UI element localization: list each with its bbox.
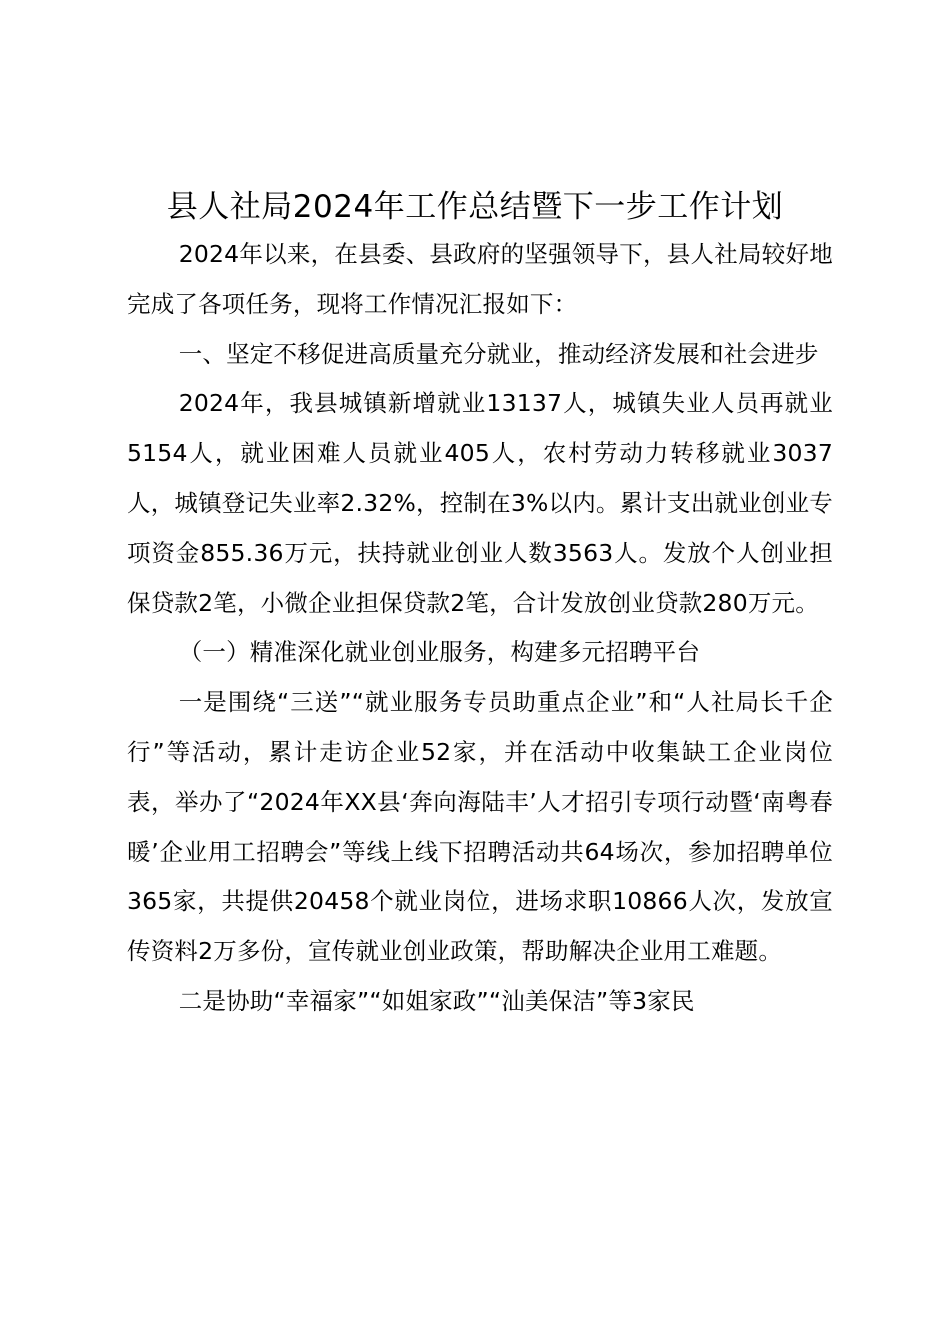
document-title: 县人社局2024年工作总结暨下一步工作计划 <box>166 189 784 225</box>
paragraph-intro: 2024年以来，在县委、县政府的坚强领导下，县人社局较好地完成了各项任务，现将工作情况汇报如下： <box>127 240 833 318</box>
paragraph-item-one: 一是围绕“三送”“就业服务专员助重点企业”和“人社局长千企行”等活动，累计走访企业52家，并在活动中收集缺工企业岗位表，举办了“2024年XX县‘奔向海陆丰’人才招引专项行动暨‘南粤春暖’企业用工招聘会”等线上线下招聘活动共64场次，参加招聘单位365家，共提供20458个就业岗位，进场求职10866人次，发放宣传资料2万多份，宣传就业创业政策，帮助解决企业用工难题。 <box>127 688 833 966</box>
paragraph-item-two: 二是协助“幸福家”“如姐家政”“汕美保洁”等3家民 <box>178 986 695 1015</box>
subheading-one: （一）精准深化就业创业服务，构建多元招聘平台 <box>178 638 701 667</box>
heading-section-one: 一、坚定不移促进高质量充分就业，推动经济发展和社会进步 <box>178 339 819 368</box>
document-body <box>127 230 833 1027</box>
paragraph-employment-stats: 2024年，我县城镇新增就业13137人，城镇失业人员再就业5154人，就业困难人员就业405人，农村劳动力转移就业3037人，城镇登记失业率2.32%，控制在3%以内。累计支出就业创业专项资金855.36万元，扶持就业创业人数3563人。发放个人创业担保贷款2笔，小微企业担保贷款2笔，合计发放创业贷款280万元。 <box>127 389 833 617</box>
